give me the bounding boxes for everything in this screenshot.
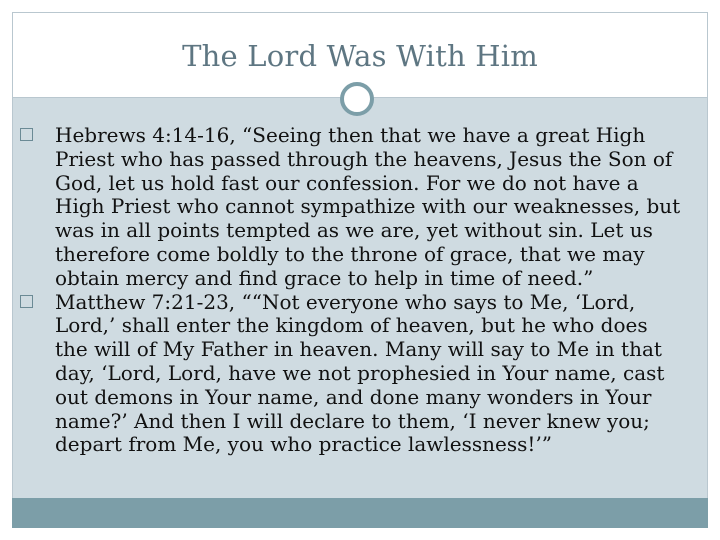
slide-title: The Lord Was With Him	[182, 39, 538, 73]
footer-bar	[12, 498, 708, 528]
list-item	[20, 291, 686, 458]
square-bullet-icon	[20, 295, 33, 308]
list-item-text: Hebrews 4:14-16, “Seeing then that we have a great High Priest who has passed through the heavens, Jesus the Son of God, let us hold fast our confession. For we do not have a High Priest who cannot sympathize with our weaknesses, but was in all points tempted as we are, yet without sin. Let us therefore come boldly to the throne of grace, that we may obtain mercy and find grace to help in time of need.”	[55, 123, 681, 290]
bullet-list	[20, 124, 686, 457]
circle-ornament-icon	[340, 82, 374, 116]
list-item-text: Matthew 7:21-23, ““Not everyone who says to Me, ‘Lord, Lord,’ shall enter the kingdom of heaven, but he who does the will of My Father in heaven. Many will say to Me in that day, ‘Lord, Lord, have we not prophesied in Your name, cast out demons in Your name, and done many wonders in Your name?’ And then I will declare to them, ‘I never knew you; depart from Me, you who practice lawlessness!’”	[55, 289, 665, 457]
square-bullet-icon	[20, 128, 33, 141]
list-item	[20, 124, 686, 291]
